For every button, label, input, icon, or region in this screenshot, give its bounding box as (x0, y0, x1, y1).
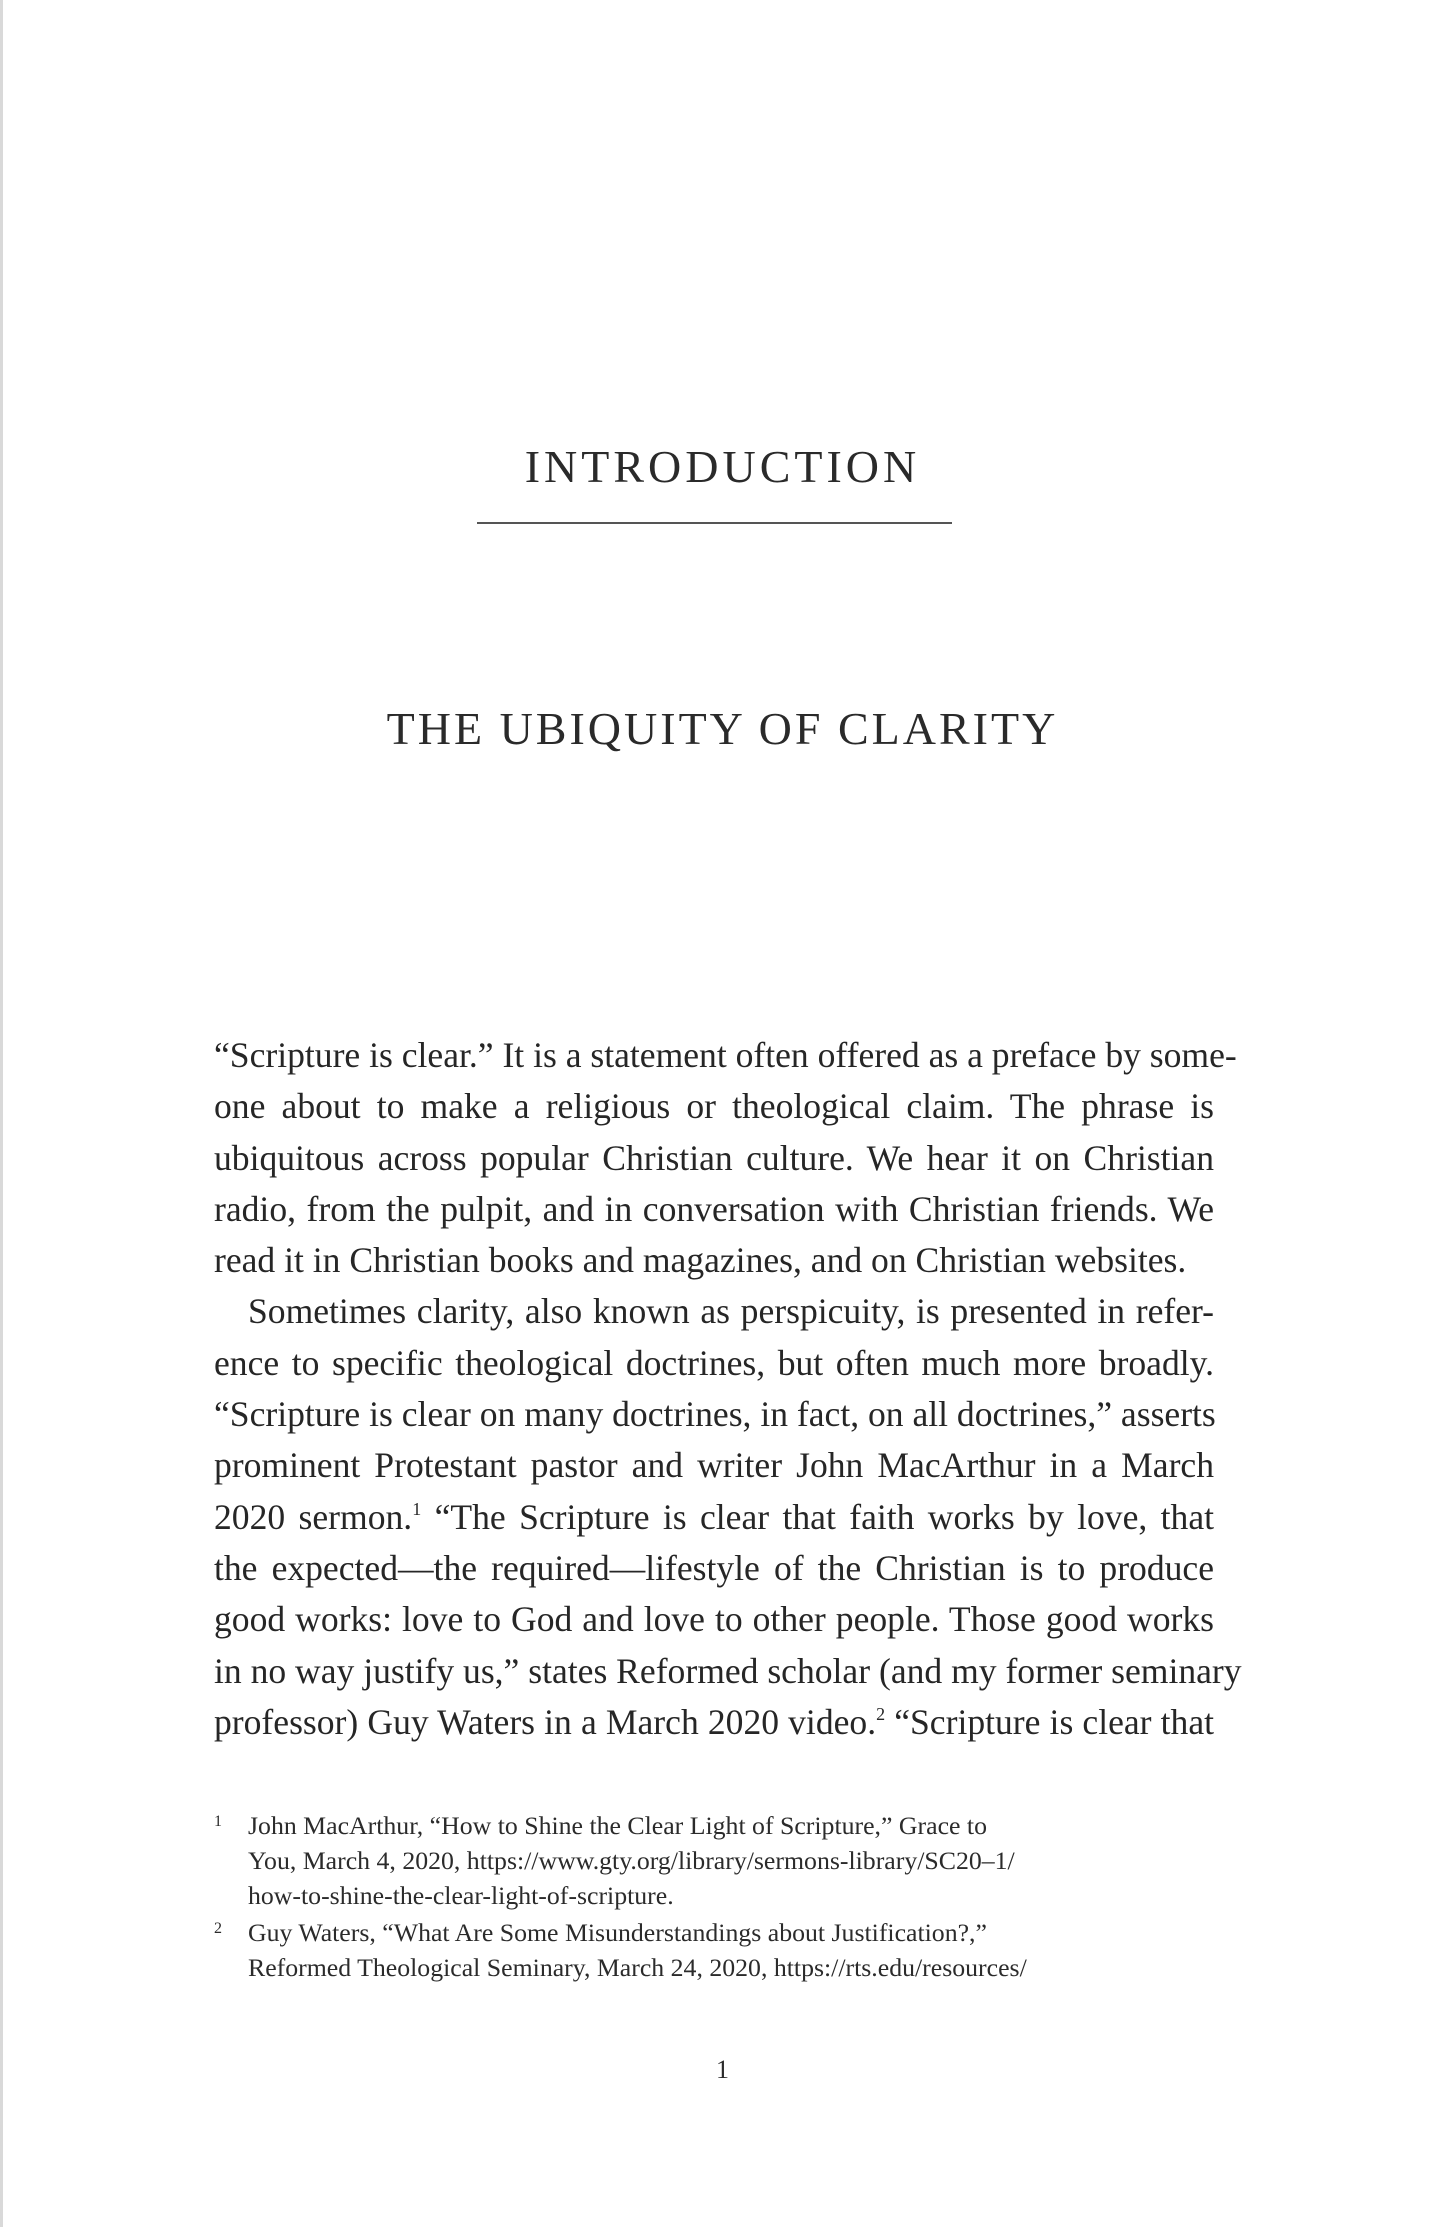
body-line (214, 1492, 1214, 1543)
body-line: good works: love to God and love to other people. Those good works (214, 1599, 1214, 1640)
footnote-line: John MacArthur, “How to Shine the Clear Light of Scripture,” Grace to (248, 1811, 987, 1840)
body-text (214, 1030, 1242, 1748)
body-text-segment: “The Scripture is clear that faith works by love, that (421, 1496, 1215, 1537)
footnote-2 (214, 1915, 1214, 1985)
footnote-number: 2 (214, 1920, 222, 1937)
footnote-ref-2[interactable]: 2 (876, 1703, 886, 1724)
footnote-line[interactable]: Reformed Theological Seminary, March 24, 2020, https://rts.edu/resources/ (248, 1953, 1027, 1982)
body-text-segment: “Scripture is clear that (885, 1701, 1215, 1742)
footnote-line[interactable]: how-to-shine-the-clear-light-of-scripture. (248, 1881, 674, 1910)
footnote-number: 1 (214, 1813, 222, 1830)
body-line: ence to specific theological doctrines, but often much more broadly. (214, 1342, 1214, 1383)
body-line: one about to make a religious or theological claim. The phrase is (214, 1086, 1214, 1127)
body-line: radio, from the pulpit, and in conversation with Christian friends. We (214, 1188, 1214, 1229)
footnotes (214, 1808, 1214, 1987)
footnote-line: Guy Waters, “What Are Some Misunderstandings about Justification?,” (248, 1918, 987, 1947)
body-line: “Scripture is clear on many doctrines, in fact, on all doctrines,” asserts (214, 1394, 1216, 1435)
footnote-1 (214, 1808, 1214, 1913)
body-line: ubiquitous across popular Christian culture. We hear it on Christian (214, 1137, 1214, 1178)
page-edge (0, 0, 3, 2227)
chapter-label: INTRODUCTION (524, 441, 921, 492)
body-line: Sometimes clarity, also known as perspicuity, is presented in refer- (248, 1291, 1214, 1332)
body-line (214, 1697, 1214, 1748)
footnote-line[interactable]: You, March 4, 2020, https://www.gty.org/library/sermons-library/SC20–1/ (248, 1846, 1015, 1875)
body-line: prominent Protestant pastor and writer John MacArthur in a March (214, 1445, 1214, 1486)
chapter-title: THE UBIQUITY OF CLARITY (386, 703, 1059, 754)
body-text-segment: 2020 sermon. (214, 1496, 413, 1537)
chapter-rule (477, 522, 952, 524)
body-text-segment: professor) Guy Waters in a March 2020 video. (214, 1701, 877, 1742)
body-line: “Scripture is clear.” It is a statement often offered as a preface by some- (214, 1035, 1237, 1075)
body-line: in no way justify us,” states Reformed scholar (and my former seminary (214, 1650, 1242, 1691)
body-line: read it in Christian books and magazines, and on Christian websites. (214, 1240, 1187, 1281)
page-number: 1 (716, 2055, 729, 2084)
footnote-ref-1[interactable]: 1 (412, 1498, 422, 1519)
body-line: the expected—the required—lifestyle of the Christian is to produce (214, 1547, 1214, 1588)
